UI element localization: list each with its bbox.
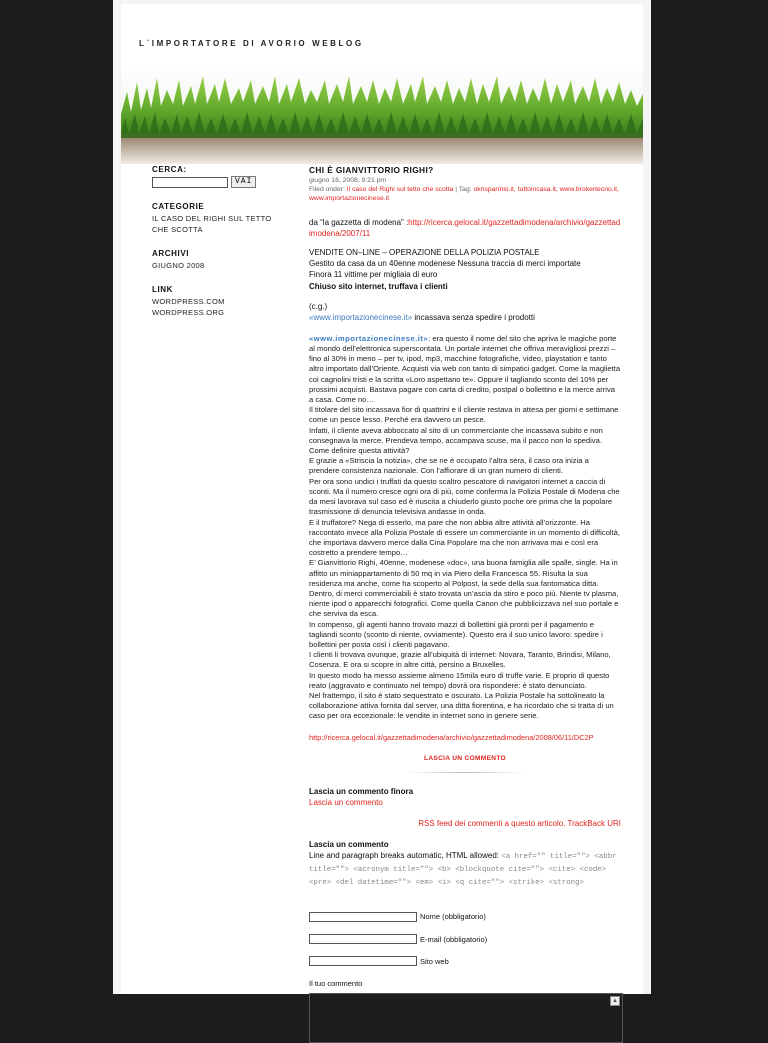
search-button[interactable]: VAI bbox=[231, 176, 256, 188]
tag-label: | Tag: bbox=[453, 186, 472, 194]
source-intro: da “la gazzetta di modena” : bbox=[309, 218, 409, 228]
post-content bbox=[309, 165, 621, 1043]
search-block bbox=[152, 165, 282, 188]
category-link[interactable]: Il caso del Righi sul tetto che scotta bbox=[346, 186, 454, 194]
article-body-site[interactable]: «www.importazionecinese.it» bbox=[309, 333, 429, 343]
leave-comment-link[interactable]: LASCIA UN COMMENTO bbox=[424, 754, 506, 762]
quote-site-link[interactable]: «www.importazionecinese.it» bbox=[309, 312, 413, 322]
links-heading: LINK bbox=[152, 285, 174, 294]
allowed-tags: <a href="" title=""> <abbr title=""> <acronym title=""> <b> <blockquote cite=""> <cite> <code> <pre> <del datetime=""> <em> <i> <q cite=""> <strike> <strong> bbox=[309, 853, 617, 888]
search-heading: CERCA: bbox=[152, 165, 187, 174]
email-label: E-mail (obbligatorio) bbox=[420, 934, 488, 944]
allowed-text: Line and paragraph breaks automatic, HTML allowed: bbox=[309, 851, 502, 861]
article-body-text: : era questo il nome del sito che apriva le magiche porte al mondo dell’elettronica superscontata. Un portale internet che offriva meravigliosi prezzi – fino al 30% in meno – per tv, ipod, mp3, macchine fotografiche, video, playstation e tanto altro importato dall’Oriente. Acquisti via web con tanto di simpatici gadget. Come la maglietta coi cagnolini tristi e la scritta «Loro aspettano te». Oppure il tagliando sconto del 10% per prossimi acquisti. Bastava pagare con carta di credito, postpal o bollettino e la merce arriva a casa. Come no… Il titolare del sito incassava fior di quattrini e il cliente restava in attesa per giorni e settimane come un pesce lesso. Perché era davvero un pesce. Infatti, il cliente aveva abboccato al sito di un commerciante che incassava subito e non consegnava la merce. Prendeva tempo, accampava scuse, ma il pacco non lo spediva. Come definire questa attività? E grazie a «Striscia la notizia», che se ne è occupato l’altra sera, il caso ora inizia a prendere consistenza nazionale. Con l’affiorare di un gran numero di clienti. Per ora sono undici i truffati da questo scaltro pescatore di navigatori internet a caccia di sconti. Ma il numero cresce ogni ora di più, come conferma la Polizia Postale di Modena che da mesi lavorava sul caso ed è riuscita a chiuderlo giusto poche ore prima che la popolare trasmissione di denuncia televisiva andasse in onda. E il truffatore? Nega di esserlo, ma pare che non abbia altre attività all’orizzonte. Ha raccontato invece alla Polizia Postale di essere un commerciante in un momento di difficoltà, che importava davvero merce dalla Cina Popolare ma che non arrivava mai e così era costretto a prendere tempo… E’ Gianvittorio Righi, 40enne, modenese «doc», una buona famiglia alle spalle, single. Ha in affitto un miniappartamento di 50 mq in via Piero della Francesca 55. Risulta la sua residenza ma anche, come ha scoperto al Polpost, la sede della sua fantomatica ditta. Dentro, di merci commerciabili è stato trovata un’ascia da stiro e poco più. Niente tv plasma, niente ipod o apparecchi fotografici. Come quella Canon che pubblicizzava nel suo portale e che serviva da esca. In compenso, gli agenti hanno trovato mazzi di bollettini già pronti per il pagamento e tagliandi sconto (sconto di niente, ovviamente). Questo era il suo unico lavoro: spedire i bollettini per posta così i clienti pagavano. I clienti li trovava ovunque, grazie all’ubiquità di internet: Novara, Taranto, Brindisi, Milano, Cosenza. E ora si scopre in altre città, persino a Bruxelles. In questo modo ha messo assieme almeno 15mila euro di truffe varie. E proprio di questo reato (aggravato e continuato nel tempo) dovrà ora rispondere: è stato denunciato. Nel frattempo, il sito è stato sequestrato e oscurato. La Polizia Postale ha sottolineato la collaborazione attiva fornita dal server, una ditta fiorentina, e ha ricordato che si tratta di un caso per ora eccezionale: le vendite in internet sono in genere serie. bbox=[309, 333, 621, 721]
article-lead-2: Finora 11 vittime per migliaia di euro bbox=[309, 270, 438, 280]
archives-block bbox=[152, 249, 282, 271]
quote-rest: incassava senza spedire i prodotti bbox=[412, 312, 535, 322]
comments-link[interactable]: Lascia un commento bbox=[309, 797, 383, 807]
source-url[interactable]: http://ricerca.gelocal.it/gazzettadimodena/archivio/gazzettadimodena/2007/11 bbox=[309, 218, 621, 239]
footer-source-url[interactable]: http://ricerca.gelocal.it/gazzettadimodena/archivio/gazzettadimodena/2008/06/11/DC2P bbox=[309, 732, 594, 742]
link-wordpress-com[interactable]: WORDPRESS.COM bbox=[152, 297, 225, 306]
comment-textarea[interactable] bbox=[309, 993, 623, 1043]
website-label: Sito web bbox=[420, 956, 449, 966]
post-date: giugno 18, 2008, 9:21 pm bbox=[309, 177, 387, 185]
links-block bbox=[152, 285, 282, 318]
search-form bbox=[152, 176, 282, 188]
feed-links bbox=[309, 818, 621, 829]
article-quote bbox=[309, 312, 621, 323]
grass-banner-image bbox=[121, 74, 643, 164]
email-input[interactable] bbox=[309, 934, 417, 944]
name-input[interactable] bbox=[309, 912, 417, 922]
blog-title[interactable]: L`IMPORTATORE DI AVORIO WEBLOG bbox=[139, 39, 364, 48]
scroll-up-icon[interactable]: ▲ bbox=[610, 996, 620, 1006]
website-row bbox=[309, 956, 621, 967]
article-author: (c.g.) bbox=[309, 301, 328, 311]
article-lead-1: Gestito da casa da un 40enne modenese Nessuna traccia di merci importate bbox=[309, 259, 581, 269]
article-headline: Chiuso sito internet, truffava i clienti bbox=[309, 281, 448, 291]
link-wordpress-org[interactable]: WORDPRESS.ORG bbox=[152, 308, 225, 317]
trackback-link[interactable]: TrackBack URI bbox=[567, 818, 621, 828]
categories-block bbox=[152, 202, 282, 235]
categories-heading: CATEGORIE bbox=[152, 202, 205, 211]
header bbox=[121, 4, 643, 164]
email-row bbox=[309, 934, 621, 945]
rss-link[interactable]: RSS feed dei commenti a questo articolo. bbox=[418, 818, 566, 828]
website-input[interactable] bbox=[309, 956, 417, 966]
comment-form-heading: Lascia un commento bbox=[309, 840, 389, 850]
tags-links[interactable]: okrisparmio.it, tuttoincasa.it, www.brokertecno.it, www.importazionecinese.it bbox=[309, 186, 619, 203]
source-line bbox=[309, 217, 621, 239]
search-input[interactable] bbox=[152, 177, 228, 188]
allowed-html bbox=[309, 850, 621, 889]
comment-label: Il tuo commento bbox=[309, 978, 363, 988]
filed-under-label: Filed under: bbox=[309, 186, 345, 194]
archive-link[interactable]: GIUGNO 2008 bbox=[152, 261, 205, 270]
name-row bbox=[309, 911, 621, 922]
article-body bbox=[309, 334, 621, 722]
post-meta bbox=[309, 185, 621, 203]
name-label: Nome (obbligatorio) bbox=[420, 912, 486, 922]
category-link[interactable]: IL CASO DEL RIGHI SUL TETTO CHE SCOTTA bbox=[152, 214, 272, 234]
article-subtitle: VENDITE ON–LINE – OPERAZIONE DELLA POLIZIA POSTALE bbox=[309, 248, 540, 258]
sidebar bbox=[152, 165, 282, 332]
archives-heading: ARCHIVI bbox=[152, 249, 190, 258]
comments-heading: Lascia un commento finora bbox=[309, 786, 414, 796]
post-title[interactable]: CHI È GIANVITTORIO RIGHI? bbox=[309, 165, 434, 175]
